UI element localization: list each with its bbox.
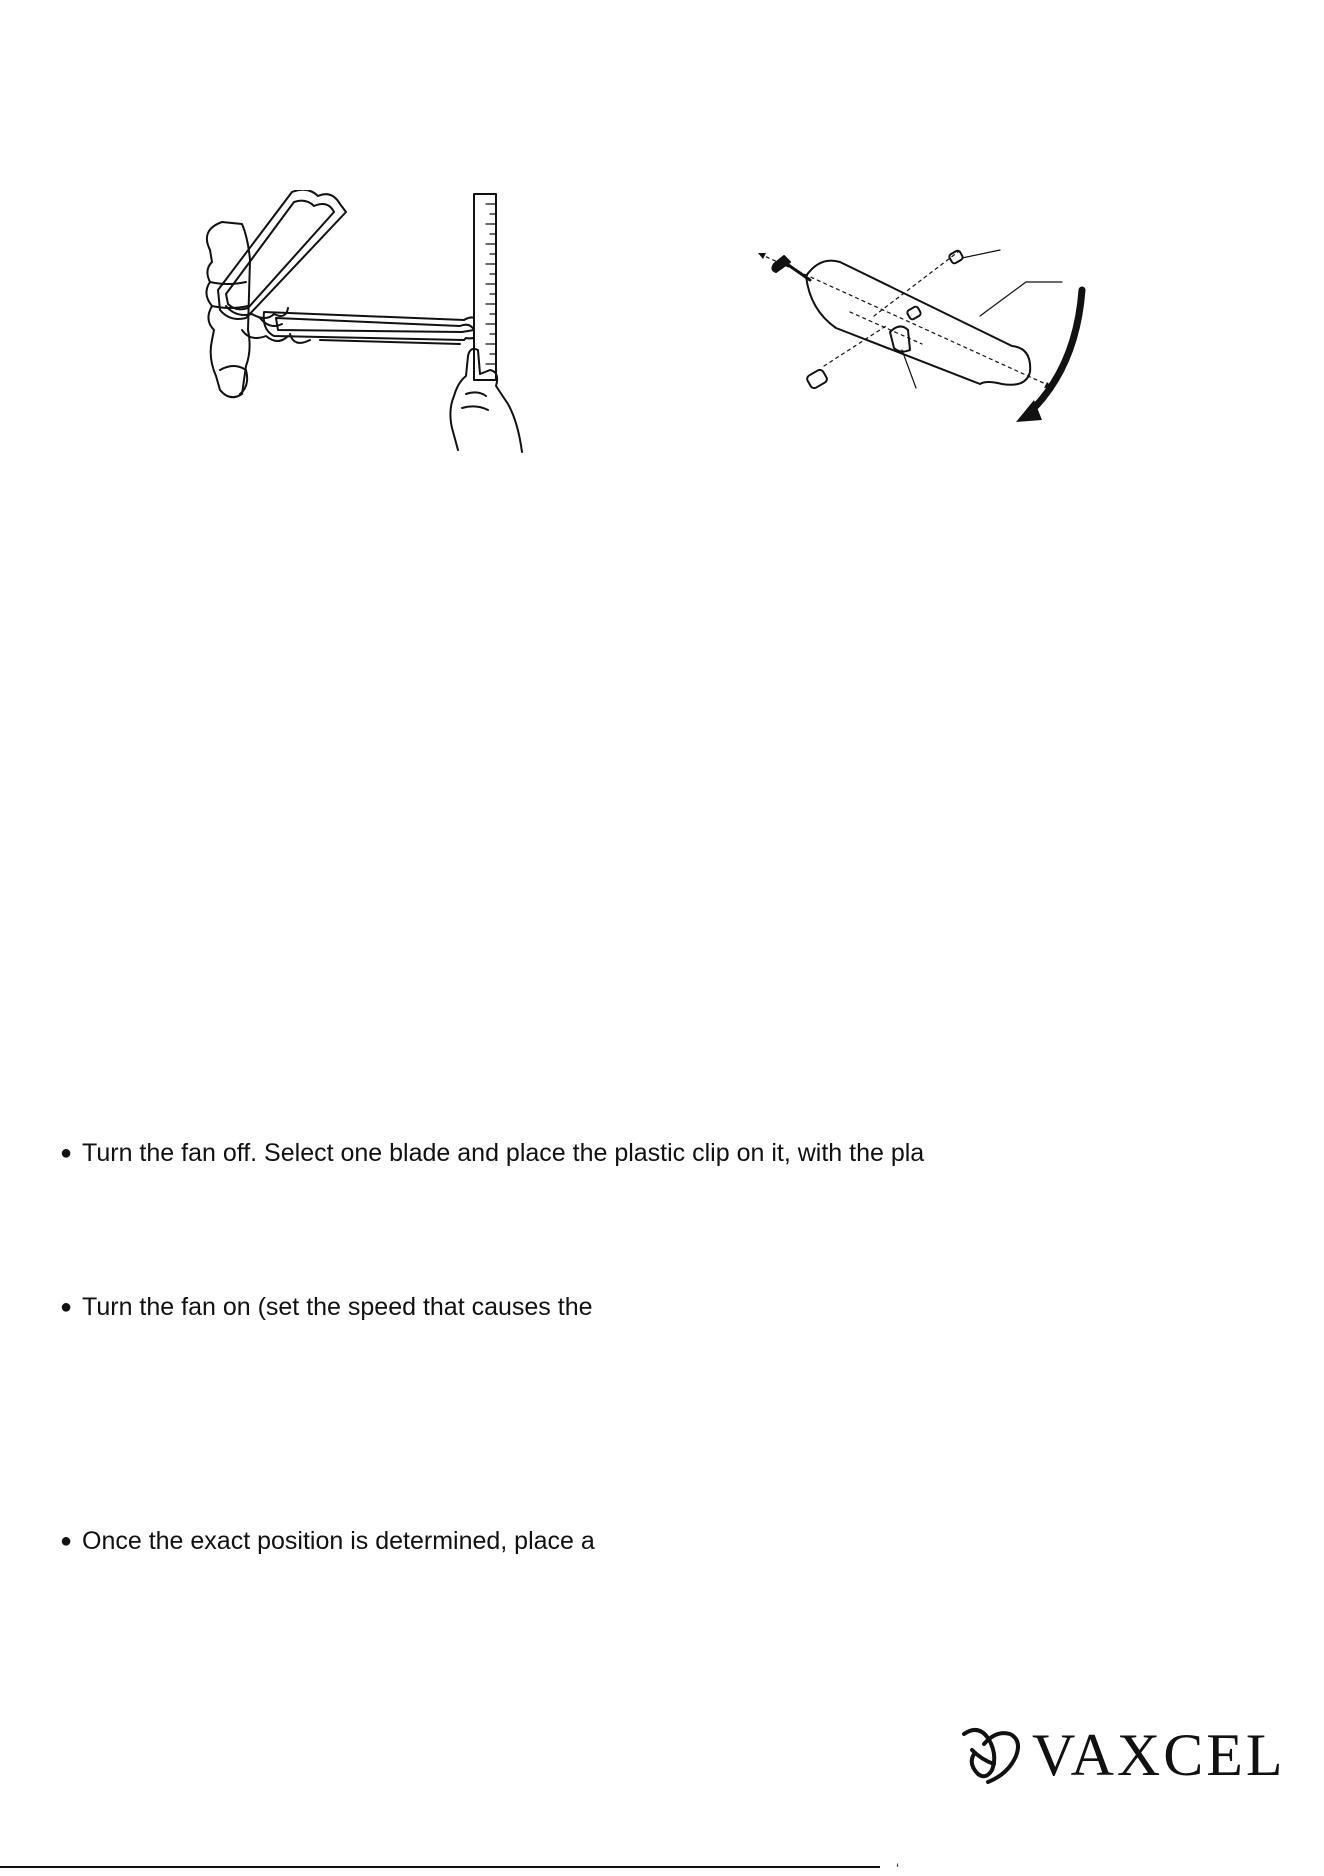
instruction-text: Turn the fan on (set the speed that causes the: [82, 1293, 593, 1321]
bullet: ●: [60, 1296, 73, 1318]
bullet: ●: [60, 1142, 73, 1164]
vaxcel-logo-icon: [958, 1724, 1024, 1786]
instruction-step-3: [60, 1526, 595, 1556]
leader-lines: [902, 250, 1062, 388]
balancing-clip-illustration: [740, 220, 1140, 450]
blade-measurement-illustration: [190, 190, 630, 460]
footer-divider: [0, 1866, 880, 1868]
blade-outline: [806, 261, 1030, 385]
plastic-clip: [890, 326, 910, 351]
instruction-text: Turn the fan off. Select one blade and place the plastic clip on it, with the pla: [82, 1139, 925, 1167]
blade-holder: [772, 256, 810, 280]
instruction-text: Once the exact position is determined, place a: [82, 1527, 595, 1555]
bullet: ●: [60, 1530, 73, 1552]
upper-blade: [218, 190, 346, 319]
footer-mark: ‘: [896, 1860, 900, 1876]
brand-name: VAXCEL: [1032, 1722, 1286, 1788]
horizontal-blade: [264, 312, 482, 344]
instruction-step-1: [60, 1138, 924, 1168]
rotation-arrow: [1016, 290, 1082, 422]
brand-logo: [958, 1720, 1286, 1790]
instruction-step-2: [60, 1292, 593, 1322]
center-line: [760, 252, 1050, 386]
